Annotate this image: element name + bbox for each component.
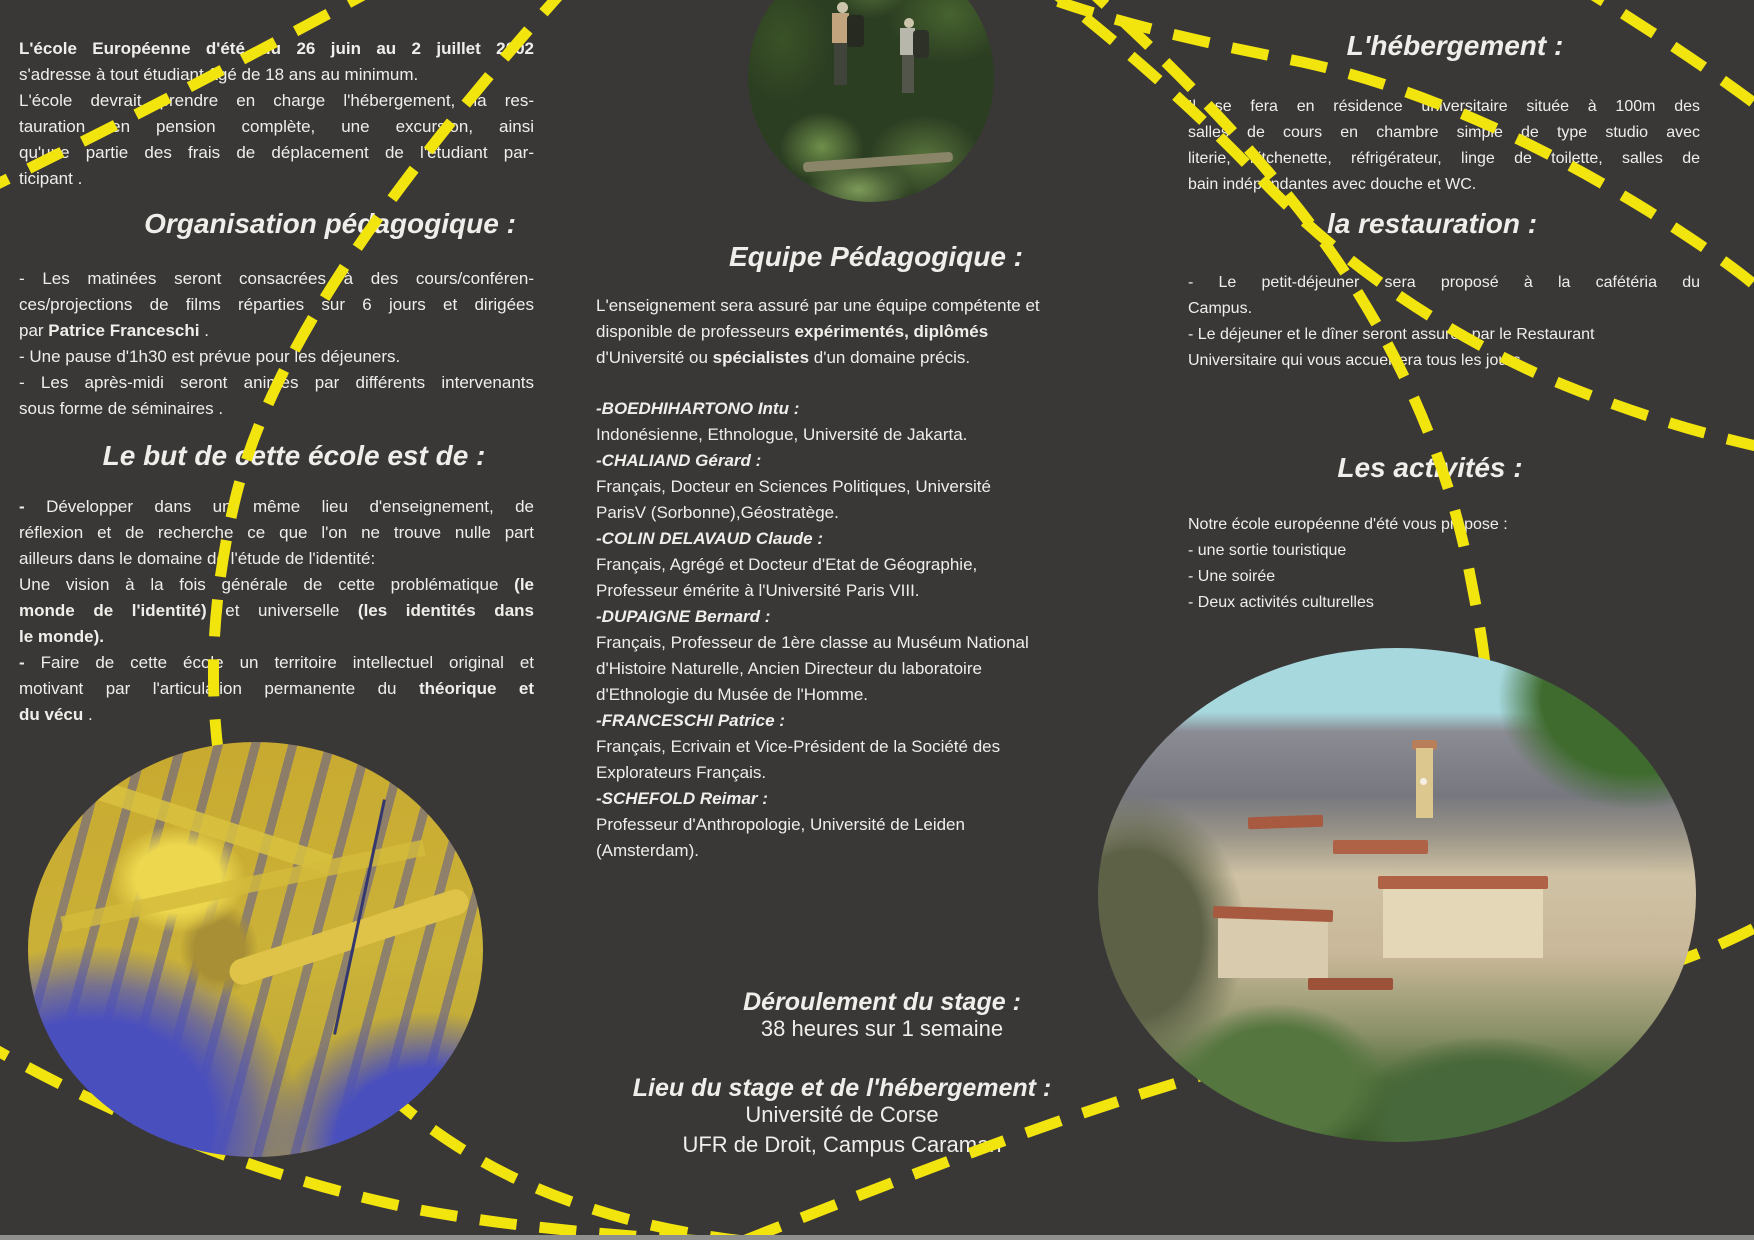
stage-duration: 38 heures sur 1 semaine [760,1016,1004,1041]
section-heading-lieu: Lieu du stage et de l'hébergement : [632,1074,1052,1102]
team-member-detail: Indonésienne, Ethnologue, Université de Jakarta. [596,425,968,444]
text-line: ailleurs dans le domaine de l'étude de l'identité: [19,549,376,568]
team-member-name: -DUPAIGNE Bernard : [596,607,771,626]
text-line: L'école Européenne d'été du 26 juin au 2 juillet 2002 [19,39,534,58]
team-member-detail: Français, Agrégé et Docteur d'Etat de Géographie, [596,555,978,574]
thatch-beam [28,754,333,875]
text-line: monde de l'identité) et universelle (les identités dans [19,601,534,620]
organisation-paragraph [19,266,534,422]
section-heading-restauration: la restauration : [1326,208,1538,239]
section-heading-deroulement: Déroulement du stage : [743,988,1021,1016]
red-roof [1378,876,1548,889]
text-line: - Le petit-déjeuner sera proposé à la cafétéria du [1188,274,1700,291]
team-member-detail: Français, Ecrivain et Vice-Président de la Société des [596,737,1001,756]
text-line: Notre école européenne d'été vous propose : [1188,516,1508,533]
section-heading-equipe: Equipe Pédagogique : [728,241,1024,272]
team-member-name: -CHALIAND Gérard : [596,451,762,470]
team-member-name: -FRANCESCHI Patrice : [596,711,785,730]
team-member-detail: d'Ethnologie du Musée de l'Homme. [596,685,869,704]
text-line: motivant par l'articulation permanente du théorique et [19,679,534,698]
text-line: salles de cours en chambre simple de type studio avec [1188,124,1700,141]
text-line: qu'une partie des frais de déplacement de l'étudiant par- [19,143,534,162]
hillside-village-photo [1098,648,1696,1142]
team-member-detail: Professeur émérite à l'Université Paris VIII. [596,581,920,600]
red-roof [1308,978,1393,990]
team-member-detail: d'Histoire Naturelle, Ancien Directeur du laboratoire [596,659,982,678]
text-line: Campus. [1188,300,1253,317]
team-member-name: -BOEDHIHARTONO Intu : [596,399,800,418]
page-bottom-edge [0,1235,1754,1240]
team-member-detail: Explorateurs Français. [596,763,767,782]
team-member-name: -COLIN DELAVAUD Claude : [596,529,823,548]
text-line: disponible de professeurs expérimentés, diplômés [596,322,989,341]
lieu-line-ufr: UFR de Droit, Campus Caraman [682,1132,1002,1157]
text-line: L'enseignement sera assuré par une équipe compétente et [596,296,1040,315]
team-member-name: -SCHEFOLD Reimar : [596,789,768,808]
text-line: literie, kitchenette, réfrigérateur, linge de toilette, salles de [1188,150,1700,167]
jungle-trek-photo [748,0,994,202]
text-line: bain indépendantes avec douche et WC. [1188,176,1477,193]
red-roof [1333,840,1428,854]
team-member-detail: ParisV (Sorbonne),Géostratège. [596,503,839,522]
text-line: par Patrice Franceschi . [19,321,209,340]
text-line: s'adresse à tout étudiant âgé de 18 ans au minimum. [19,65,419,84]
archer-duotone-photo [28,742,483,1157]
text-line: - Une pause d'1h30 est prévue pour les déjeuners. [19,347,401,366]
text-line: ticipant . [19,169,83,188]
text-line: - Les matinées seront consacrées à des cours/conféren- [19,269,534,288]
section-heading-organisation: Organisation pédagogique : [144,208,516,239]
restauration-paragraph [1188,270,1700,374]
section-heading-activites: Les activités : [1337,452,1523,483]
equipe-intro-paragraph [596,293,1051,371]
text-line: d'Université ou spécialistes d'un domaine précis. [596,348,971,367]
text-line: - Les après-midi seront animés par différents intervenants [19,373,534,392]
text-line: - Le déjeuner et le dîner seront assurés par le Restaurant [1188,326,1595,343]
text-line: tauration en pension complète, une excursion, ainsi [19,117,534,136]
text-line: le monde). [19,627,105,646]
text-line: ces/projections de films réparties sur 6 jours et dirigées [19,295,534,314]
section-heading-hebergement: L'hébergement : [1346,30,1564,61]
team-list [596,396,1051,864]
team-member-detail: Français, Docteur en Sciences Politiques, Université [596,477,991,496]
text-line: - Développer dans un même lieu d'enseignement, de [19,497,534,516]
lieu-line-universite: Université de Corse [745,1102,939,1127]
team-member-detail: (Amsterdam). [596,841,699,860]
building [1383,886,1543,958]
text-line: Une vision à la fois générale de cette problématique (le [19,575,534,594]
team-member-detail: Français, Professeur de 1ère classe au Muséum National [596,633,1029,652]
activites-paragraph [1188,512,1700,616]
text-line: - Faire de cette école un territoire intellectuel original et [19,653,534,672]
text-line: - Une soirée [1188,568,1276,585]
hebergement-paragraph [1188,94,1700,198]
text-line: L'école devrait prendre en charge l'hébergement, la res- [19,91,534,110]
text-line: - Deux activités culturelles [1188,594,1374,611]
text-line: - une sortie touristique [1188,542,1347,559]
text-line: du vécu . [19,705,93,724]
red-roof [1248,815,1323,830]
text-line: Universitaire qui vous accueillera tous les jours. [1188,352,1526,369]
text-line: réflexion et de recherche ce que l'on ne trouve nulle part [19,523,534,542]
team-member-detail: Professeur d'Anthropologie, Université de Leiden [596,815,965,834]
fallen-log [803,152,953,172]
text-line: sous forme de séminaires . [19,399,224,418]
building [1218,918,1328,978]
section-heading-but: Le but de cette école est de : [102,440,486,471]
but-paragraph [19,494,534,728]
text-line: Il se fera en résidence universitaire située à 100m des [1188,98,1700,115]
tower-clock [1420,778,1427,785]
intro-paragraph [19,36,534,192]
